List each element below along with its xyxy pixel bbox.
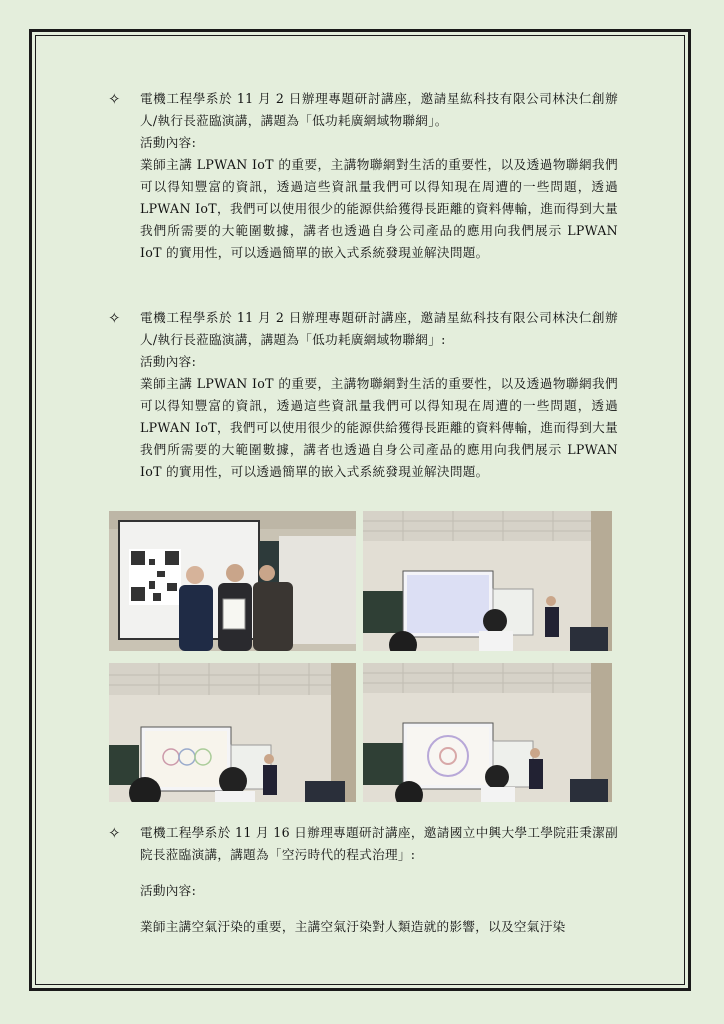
section-body: 業師主講 LPWAN IoT 的重要，主講物聯網對生活的重要性，以及透過物聯網我們可以得知豐富的資訊，透過這些資訊量我們可以得知現在周遭的一些問題，透過 LPWAN IoT，我們可以使用很少的能源供給獲得長距離的資料傳輸，進而得到大量我們所需要的大範圍數據，講者也透過自身公司產品的應用向我們展示 LPWAN IoT 的實用性，可以透過簡單的嵌入式系統發現並解決問題。 — [140, 376, 618, 479]
section-3 — [108, 822, 618, 938]
section-label: 活動內容: — [140, 135, 197, 150]
section-body: 業師主講空氣汙染的重要，主講空氣汙染對人類造就的影響，以及空氣汙染 — [140, 919, 566, 934]
photo-lecture-hall-speaker — [363, 511, 612, 651]
photo-lecture-hall-audience — [109, 663, 356, 802]
section-heading: 電機工程學系於 11 月 2 日辦理專題研討講座，邀請星紘科技有限公司林決仁創辦人/執行長蒞臨演講，講題為「低功耗廣網域物聯網」。 — [140, 91, 618, 128]
photo-certificate-presentation — [109, 511, 356, 651]
section-2 — [108, 307, 618, 483]
photo-lecture-hall-presentation — [363, 663, 612, 802]
section-heading: 電機工程學系於 11 月 2 日辦理專題研討講座，邀請星紘科技有限公司林決仁創辦人/執行長蒞臨演講，講題為「低功耗廣網域物聯網」: — [140, 310, 618, 347]
section-label: 活動內容: — [140, 354, 197, 369]
section-heading: 電機工程學系於 11 月 16 日辦理專題研討講座，邀請國立中興大學工學院莊秉潔副院長蒞臨演講，講題為「空污時代的程式治理」: — [140, 825, 618, 862]
section-body: 業師主講 LPWAN IoT 的重要，主講物聯網對生活的重要性，以及透過物聯網我們可以得知豐富的資訊，透過這些資訊量我們可以得知現在周遭的一些問題，透過 LPWAN IoT，我們可以使用很少的能源供給獲得長距離的資料傳輸，進而得到大量我們所需要的大範圍數據，講者也透過自身公司產品的應用向我們展示 LPWAN IoT 的實用性，可以透過簡單的嵌入式系統發現並解決問題。 — [140, 157, 618, 260]
diamond-bullet-icon: ✧ — [108, 90, 121, 108]
diamond-bullet-icon: ✧ — [108, 309, 121, 327]
section-label: 活動內容: — [140, 883, 197, 898]
diamond-bullet-icon: ✧ — [108, 824, 121, 842]
section-1 — [108, 88, 618, 264]
